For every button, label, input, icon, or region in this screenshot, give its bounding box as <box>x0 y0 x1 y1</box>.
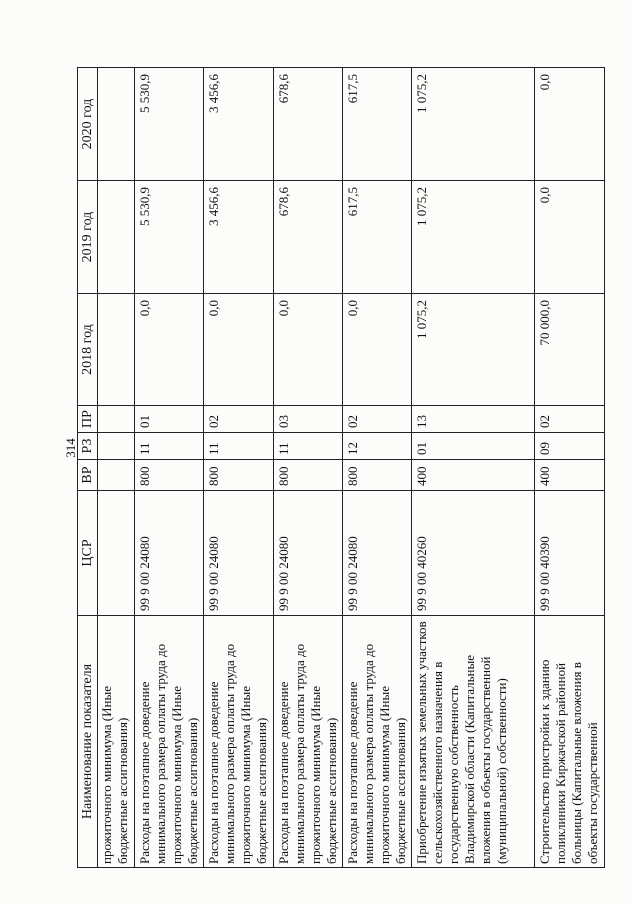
row-name: Строительство пристройки к зданию поликлиники Киржачской районной больницы (Капитальные вложения в объекты государственной <box>534 616 604 868</box>
row-vr: 800 <box>273 460 342 491</box>
row-rz: 09 <box>534 433 604 460</box>
row-2018: 0,0 <box>342 294 411 406</box>
row-vr: 400 <box>534 460 604 491</box>
row-2020: 678,6 <box>273 68 342 181</box>
row-2019 <box>98 181 135 294</box>
row-name: Расходы на поэтапное доведение минимального размера оплаты труда до прожиточного минимума (Иные бюджетные ассигнования) <box>273 616 342 868</box>
row-2019: 5 530,9 <box>135 181 204 294</box>
header-csr: ЦСР <box>78 491 98 616</box>
table-row <box>412 68 534 868</box>
row-vr <box>98 460 135 491</box>
row-vr: 400 <box>412 460 534 491</box>
header-rz: РЗ <box>78 433 98 460</box>
row-2018: 1 075,2 <box>412 294 534 406</box>
header-2018: 2018 год <box>78 294 98 406</box>
row-2018 <box>98 294 135 406</box>
header-vr: ВР <box>78 460 98 491</box>
row-vr: 800 <box>204 460 273 491</box>
table-row <box>273 68 342 868</box>
row-csr: 99 9 00 24080 <box>273 491 342 616</box>
row-name: прожиточного минимума (Иные бюджетные ассигнования) <box>98 616 135 868</box>
row-rz <box>98 433 135 460</box>
row-name: Расходы на поэтапное доведение минимального размера оплаты труда до прожиточного минимума (Иные бюджетные ассигнования) <box>204 616 273 868</box>
row-csr: 99 9 00 24080 <box>342 491 411 616</box>
budget-table-container <box>77 68 605 868</box>
row-csr: 99 9 00 40390 <box>534 491 604 616</box>
row-pr <box>98 406 135 433</box>
row-name: Приобретение изъятых земельных участков сельскохозяйственного назначения в государственную собственность Владимирской области (Капитальные вложения в объекты государственной (муниципальной) собственности) <box>412 616 534 868</box>
row-2019: 3 456,6 <box>204 181 273 294</box>
row-name: Расходы на поэтапное доведение минимального размера оплаты труда до прожиточного минимума (Иные бюджетные ассигнования) <box>135 616 204 868</box>
row-rz: 01 <box>412 433 534 460</box>
row-2020: 617,5 <box>342 68 411 181</box>
row-2020: 0,0 <box>534 68 604 181</box>
row-2019: 0,0 <box>534 181 604 294</box>
header-name: Наименование показателя <box>78 616 98 868</box>
row-pr: 02 <box>204 406 273 433</box>
row-2020 <box>98 68 135 181</box>
header-2020: 2020 год <box>78 68 98 181</box>
row-pr: 13 <box>412 406 534 433</box>
row-2019: 678,6 <box>273 181 342 294</box>
table-row <box>135 68 204 868</box>
row-pr: 01 <box>135 406 204 433</box>
page-number: 314 <box>63 438 78 458</box>
row-csr <box>98 491 135 616</box>
row-2020: 3 456,6 <box>204 68 273 181</box>
table-row <box>342 68 411 868</box>
row-pr: 02 <box>534 406 604 433</box>
row-name: Расходы на поэтапное доведение минимального размера оплаты труда до прожиточного минимума (Иные бюджетные ассигнования) <box>342 616 411 868</box>
row-csr: 99 9 00 24080 <box>204 491 273 616</box>
row-pr: 03 <box>273 406 342 433</box>
row-2018: 0,0 <box>135 294 204 406</box>
table-row <box>534 68 604 868</box>
budget-table <box>77 67 605 868</box>
row-2019: 1 075,2 <box>412 181 534 294</box>
row-rz: 12 <box>342 433 411 460</box>
row-2020: 1 075,2 <box>412 68 534 181</box>
table-row <box>204 68 273 868</box>
row-2018: 70 000,0 <box>534 294 604 406</box>
row-rz: 11 <box>135 433 204 460</box>
row-rz: 11 <box>273 433 342 460</box>
table-header-row <box>78 68 98 868</box>
row-vr: 800 <box>342 460 411 491</box>
row-2020: 5 530,9 <box>135 68 204 181</box>
row-2018: 0,0 <box>204 294 273 406</box>
row-vr: 800 <box>135 460 204 491</box>
table-row <box>98 68 135 868</box>
row-2019: 617,5 <box>342 181 411 294</box>
row-csr: 99 9 00 24080 <box>135 491 204 616</box>
header-2019: 2019 год <box>78 181 98 294</box>
row-rz: 11 <box>204 433 273 460</box>
row-csr: 99 9 00 40260 <box>412 491 534 616</box>
header-pr: ПР <box>78 406 98 433</box>
row-2018: 0,0 <box>273 294 342 406</box>
row-pr: 02 <box>342 406 411 433</box>
